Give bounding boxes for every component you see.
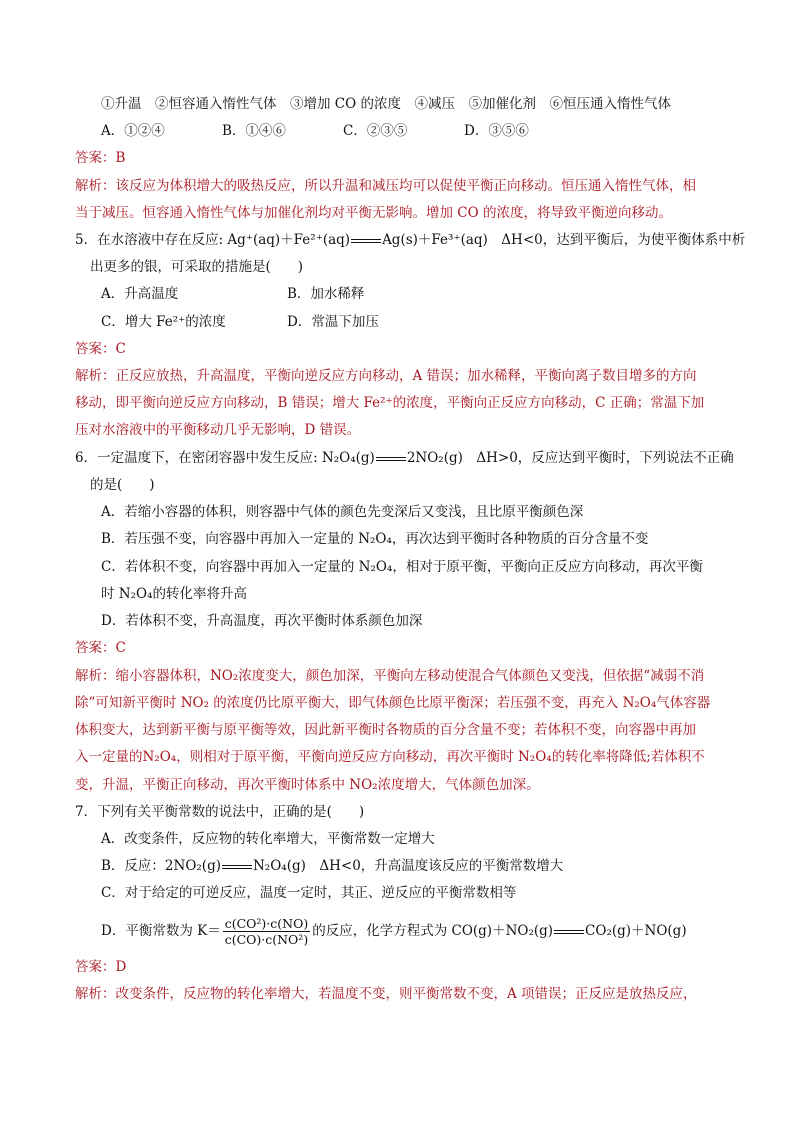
equilibrium-arrow-icon: [554, 928, 584, 936]
q4-analysis-line-1: 解析：该反应为体积增大的吸热反应，所以升温和减压均可以促使平衡正向移动。恒压通入惰性气体，相: [75, 178, 696, 194]
q4-choice-b: B．①④⑥: [222, 123, 286, 139]
q7-choice-a: A．改变条件，反应物的转化率增大，平衡常数一定增大: [101, 831, 435, 847]
equilibrium-arrow-icon: [351, 237, 381, 245]
q5-choice-b: B．加水稀释: [287, 286, 365, 302]
q7-choice-b-part-1: B．反应：2NO₂(g): [101, 858, 221, 874]
q6-analysis-line-1: 解析：缩小容器体积，NO₂浓度变大，颜色加深，平衡向左移动使混合气体颜色又变浅，但依据“减弱不消: [75, 668, 705, 684]
fraction-denominator: c(CO)·c(NO²): [224, 932, 309, 947]
q5-analysis-line-2: 移动，即平衡向逆反应方向移动，B 错误；增大 Fe²⁺的浓度，平衡向正反应方向移动，C 正确；常温下加: [75, 395, 705, 411]
q6-analysis-line-3: 体积变大，达到新平衡与原平衡等效，因此新平衡时各物质的百分含量不变；若体积不变，向容器中再加: [75, 722, 696, 738]
q5-stem-part-1: 5．在水溶液中存在反应: Ag⁺(aq)＋Fe²⁺(aq): [75, 232, 351, 248]
q5-answer: 答案：C: [75, 341, 126, 357]
q5-stem-part-2: Ag(s)＋Fe³⁺(aq) ΔH<0，达到平衡后，为使平衡体系中析: [382, 232, 746, 248]
q5-choice-d: D．常温下加压: [287, 314, 379, 330]
equilibrium-arrow-icon: [222, 863, 252, 871]
q4-choice-d: D．③⑤⑥: [464, 123, 529, 139]
q7-choice-d: [101, 912, 687, 950]
q7-choice-b-part-2: N₂O₄(g) ΔH<0，升高温度该反应的平衡常数增大: [252, 858, 564, 874]
q7-choice-d-part-1: D．平衡常数为 K＝: [101, 923, 221, 939]
q7-answer: 答案：D: [75, 959, 127, 975]
q4-answer: 答案：B: [75, 150, 126, 166]
q5-choice-c: C．增大 Fe²⁺的浓度: [101, 314, 226, 330]
q6-analysis-line-4: 入一定量的N₂O₄，则相对于原平衡，平衡向逆反应方向移动，再次平衡时 N₂O₄的转化率将降低;若体积不: [75, 749, 705, 765]
q6-choice-c-cont: 时 N₂O₄的转化率将升高: [101, 586, 247, 602]
q6-answer: 答案：C: [75, 640, 126, 656]
q6-analysis-line-2: 除”可知新平衡时 NO₂ 的浓度仍比原平衡大，即气体颜色比原平衡深；若压强不变，再充入 N₂O₄气体容器: [75, 695, 711, 711]
q6-stem-line-1: [75, 449, 734, 467]
q4-choice-c: C．②③⑤: [343, 123, 408, 139]
q6-choice-b: B．若压强不变，向容器中再加入一定量的 N₂O₄，再次达到平衡时各种物质的百分含量不变: [101, 531, 649, 547]
q6-choice-c: C．若体积不变，向容器中再加入一定量的 N₂O₄，相对于原平衡，平衡向正反应方向移动，再次平衡: [101, 559, 703, 575]
q6-stem-part-2: 2NO₂(g) ΔH>0，反应达到平衡时，下列说法不正确: [406, 450, 734, 466]
q7-choice-d-part-2: 的反应，化学方程式为 CO(g)＋NO₂(g): [312, 923, 554, 939]
fraction-numerator: c(CO²)·c(NO): [224, 916, 309, 931]
q6-stem-part-1: 6．一定温度下，在密闭容器中发生反应: N₂O₄(g): [75, 450, 375, 466]
q5-analysis-line-3: 压对水溶液中的平衡移动几乎无影响，D 错误。: [75, 422, 361, 438]
q5-analysis-line-1: 解析：正反应放热，升高温度，平衡向逆反应方向移动，A 错误；加水稀释，平衡向离子数目增多的方向: [75, 368, 697, 384]
equilibrium-constant-fraction: [223, 916, 311, 947]
q6-choice-a: A．若缩小容器的体积，则容器中气体的颜色先变深后又变浅，且比原平衡颜色深: [101, 504, 584, 520]
equilibrium-arrow-icon: [376, 455, 406, 463]
q7-choice-b: [101, 857, 563, 875]
q4-analysis-line-2: 当于减压。恒容通入惰性气体与加催化剂均对平衡无影响。增加 CO 的浓度，将导致平衡逆向移动。: [75, 205, 672, 221]
q4-options-line: ①升温 ②恒容通入惰性气体 ③增加 CO 的浓度 ④减压 ⑤加催化剂 ⑥恒压通入惰性气体: [101, 96, 671, 112]
q6-analysis-line-5: 变，升温，平衡正向移动，再次平衡时体系中 NO₂浓度增大，气体颜色加深。: [75, 777, 540, 793]
q5-stem-line-1: [75, 231, 745, 249]
q6-choice-d: D．若体积不变，升高温度，再次平衡时体系颜色加深: [101, 613, 423, 629]
q7-stem: 7．下列有关平衡常数的说法中，正确的是( ): [75, 804, 365, 820]
q4-choice-a: A．①②④: [101, 123, 165, 139]
q7-choice-c: C．对于给定的可逆反应，温度一定时，其正、逆反应的平衡常数相等: [101, 885, 517, 901]
q5-choice-a: A．升高温度: [101, 286, 179, 302]
q6-stem-line-2: 的是( ): [90, 477, 155, 493]
q7-analysis-line-1: 解析：改变条件，反应物的转化率增大，若温度不变，则平衡常数不变，A 项错误；正反应是放热反应，: [75, 986, 697, 1002]
q7-choice-d-part-3: CO₂(g)＋NO(g): [585, 923, 687, 939]
q5-stem-line-2: 出更多的银，可采取的措施是( ): [90, 259, 304, 275]
